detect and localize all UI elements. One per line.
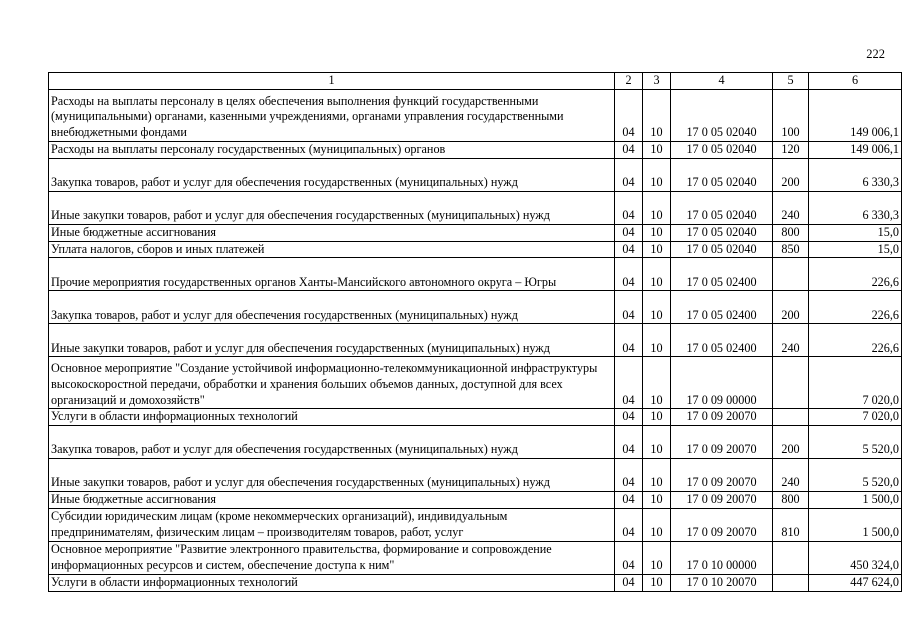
row-section-cell: 04	[615, 191, 643, 224]
table-row	[49, 508, 902, 541]
row-expense-type-cell	[773, 258, 809, 291]
row-target-code-cell: 17 0 05 02400	[671, 324, 773, 357]
row-amount-cell: 1 500,0	[809, 492, 902, 509]
row-section-cell: 04	[615, 258, 643, 291]
table-row	[49, 574, 902, 591]
row-amount-cell: 5 520,0	[809, 426, 902, 459]
row-name-cell: Закупка товаров, работ и услуг для обеспечения государственных (муниципальных) нужд	[49, 426, 615, 459]
row-name-cell: Основное мероприятие "Создание устойчивой информационно-телекоммуникационной инфраструктуры высокоскоростной передачи, обработки и хранения больших объемов данных, доступной для всех организаций и домохозяйств"	[49, 357, 615, 409]
row-target-code-cell: 17 0 09 20070	[671, 409, 773, 426]
row-target-code-cell: 17 0 09 20070	[671, 492, 773, 509]
row-amount-cell: 7 020,0	[809, 409, 902, 426]
table-row	[49, 426, 902, 459]
row-target-code-cell: 17 0 09 00000	[671, 357, 773, 409]
row-name-cell: Субсидии юридическим лицам (кроме некоммерческих организаций), индивидуальным предпринимателям, физическим лицам – производителям товаров, работ, услуг	[49, 508, 615, 541]
row-subsection-cell: 10	[643, 357, 671, 409]
row-section-cell: 04	[615, 409, 643, 426]
row-target-code-cell: 17 0 05 02040	[671, 142, 773, 159]
row-subsection-cell: 10	[643, 541, 671, 574]
row-section-cell: 04	[615, 241, 643, 258]
row-section-cell: 04	[615, 492, 643, 509]
row-target-code-cell: 17 0 09 20070	[671, 426, 773, 459]
row-amount-cell: 149 006,1	[809, 142, 902, 159]
row-target-code-cell: 17 0 05 02400	[671, 258, 773, 291]
row-amount-cell: 6 330,3	[809, 191, 902, 224]
row-subsection-cell: 10	[643, 142, 671, 159]
row-amount-cell: 226,6	[809, 324, 902, 357]
row-expense-type-cell: 800	[773, 492, 809, 509]
row-name-cell: Иные закупки товаров, работ и услуг для обеспечения государственных (муниципальных) нужд	[49, 459, 615, 492]
row-subsection-cell: 10	[643, 158, 671, 191]
table-row	[49, 357, 902, 409]
header-col-1: 1	[49, 73, 615, 90]
row-name-cell: Закупка товаров, работ и услуг для обеспечения государственных (муниципальных) нужд	[49, 291, 615, 324]
row-section-cell: 04	[615, 459, 643, 492]
budget-table	[48, 72, 902, 592]
table-row	[49, 492, 902, 509]
row-subsection-cell: 10	[643, 459, 671, 492]
row-amount-cell: 226,6	[809, 258, 902, 291]
row-name-cell: Услуги в области информационных технологий	[49, 574, 615, 591]
row-subsection-cell: 10	[643, 191, 671, 224]
row-expense-type-cell	[773, 409, 809, 426]
row-name-cell: Уплата налогов, сборов и иных платежей	[49, 241, 615, 258]
row-amount-cell: 447 624,0	[809, 574, 902, 591]
row-subsection-cell: 10	[643, 574, 671, 591]
row-name-cell: Иные бюджетные ассигнования	[49, 492, 615, 509]
header-col-5: 5	[773, 73, 809, 90]
row-target-code-cell: 17 0 05 02040	[671, 158, 773, 191]
row-expense-type-cell: 200	[773, 291, 809, 324]
page-number: 222	[866, 47, 885, 61]
row-section-cell: 04	[615, 357, 643, 409]
table-row	[49, 291, 902, 324]
row-amount-cell: 226,6	[809, 291, 902, 324]
row-expense-type-cell	[773, 357, 809, 409]
row-expense-type-cell: 240	[773, 324, 809, 357]
row-amount-cell: 15,0	[809, 241, 902, 258]
table-row	[49, 90, 902, 142]
header-col-6: 6	[809, 73, 902, 90]
row-expense-type-cell	[773, 574, 809, 591]
row-subsection-cell: 10	[643, 241, 671, 258]
table-row	[49, 324, 902, 357]
row-expense-type-cell: 810	[773, 508, 809, 541]
table-row	[49, 459, 902, 492]
row-name-cell: Прочие мероприятия государственных органов Ханты-Мансийского автономного округа – Югры	[49, 258, 615, 291]
row-subsection-cell: 10	[643, 258, 671, 291]
row-target-code-cell: 17 0 09 20070	[671, 508, 773, 541]
table-row	[49, 191, 902, 224]
row-section-cell: 04	[615, 324, 643, 357]
table-row	[49, 224, 902, 241]
table-row	[49, 258, 902, 291]
row-target-code-cell: 17 0 10 20070	[671, 574, 773, 591]
row-section-cell: 04	[615, 224, 643, 241]
row-amount-cell: 1 500,0	[809, 508, 902, 541]
table-row	[49, 541, 902, 574]
row-section-cell: 04	[615, 291, 643, 324]
row-subsection-cell: 10	[643, 291, 671, 324]
row-amount-cell: 149 006,1	[809, 90, 902, 142]
row-amount-cell: 450 324,0	[809, 541, 902, 574]
table-body	[49, 90, 902, 592]
row-expense-type-cell: 850	[773, 241, 809, 258]
row-expense-type-cell: 200	[773, 426, 809, 459]
table-row	[49, 158, 902, 191]
row-subsection-cell: 10	[643, 426, 671, 459]
row-name-cell: Закупка товаров, работ и услуг для обеспечения государственных (муниципальных) нужд	[49, 158, 615, 191]
row-name-cell: Иные закупки товаров, работ и услуг для обеспечения государственных (муниципальных) нужд	[49, 191, 615, 224]
row-target-code-cell: 17 0 05 02040	[671, 224, 773, 241]
row-expense-type-cell: 800	[773, 224, 809, 241]
row-section-cell: 04	[615, 142, 643, 159]
row-subsection-cell: 10	[643, 90, 671, 142]
header-row	[49, 73, 902, 90]
row-section-cell: 04	[615, 426, 643, 459]
row-amount-cell: 15,0	[809, 224, 902, 241]
row-target-code-cell: 17 0 10 00000	[671, 541, 773, 574]
row-subsection-cell: 10	[643, 324, 671, 357]
row-amount-cell: 5 520,0	[809, 459, 902, 492]
row-expense-type-cell: 240	[773, 191, 809, 224]
row-amount-cell: 7 020,0	[809, 357, 902, 409]
header-col-3: 3	[643, 73, 671, 90]
row-subsection-cell: 10	[643, 508, 671, 541]
row-subsection-cell: 10	[643, 492, 671, 509]
row-target-code-cell: 17 0 05 02400	[671, 291, 773, 324]
row-subsection-cell: 10	[643, 224, 671, 241]
row-amount-cell: 6 330,3	[809, 158, 902, 191]
row-section-cell: 04	[615, 90, 643, 142]
row-expense-type-cell: 120	[773, 142, 809, 159]
table-row	[49, 409, 902, 426]
row-target-code-cell: 17 0 05 02040	[671, 90, 773, 142]
row-expense-type-cell: 200	[773, 158, 809, 191]
table-row	[49, 241, 902, 258]
row-target-code-cell: 17 0 09 20070	[671, 459, 773, 492]
row-name-cell: Услуги в области информационных технологий	[49, 409, 615, 426]
row-target-code-cell: 17 0 05 02040	[671, 191, 773, 224]
header-col-2: 2	[615, 73, 643, 90]
row-target-code-cell: 17 0 05 02040	[671, 241, 773, 258]
header-col-4: 4	[671, 73, 773, 90]
row-expense-type-cell: 100	[773, 90, 809, 142]
row-subsection-cell: 10	[643, 409, 671, 426]
row-name-cell: Расходы на выплаты персоналу в целях обеспечения выполнения функций государственными (муниципальными) органами, казенными учреждениями, органами управления государственными внебюджетными фондами	[49, 90, 615, 142]
row-expense-type-cell	[773, 541, 809, 574]
row-name-cell: Иные закупки товаров, работ и услуг для обеспечения государственных (муниципальных) нужд	[49, 324, 615, 357]
table-row	[49, 142, 902, 159]
row-section-cell: 04	[615, 508, 643, 541]
row-section-cell: 04	[615, 158, 643, 191]
table-header	[49, 73, 902, 90]
row-name-cell: Расходы на выплаты персоналу государственных (муниципальных) органов	[49, 142, 615, 159]
row-name-cell: Иные бюджетные ассигнования	[49, 224, 615, 241]
row-expense-type-cell: 240	[773, 459, 809, 492]
row-name-cell: Основное мероприятие "Развитие электронного правительства, формирование и сопровождение информационных ресурсов и систем, обеспечение доступа к ним"	[49, 541, 615, 574]
row-section-cell: 04	[615, 541, 643, 574]
row-section-cell: 04	[615, 574, 643, 591]
